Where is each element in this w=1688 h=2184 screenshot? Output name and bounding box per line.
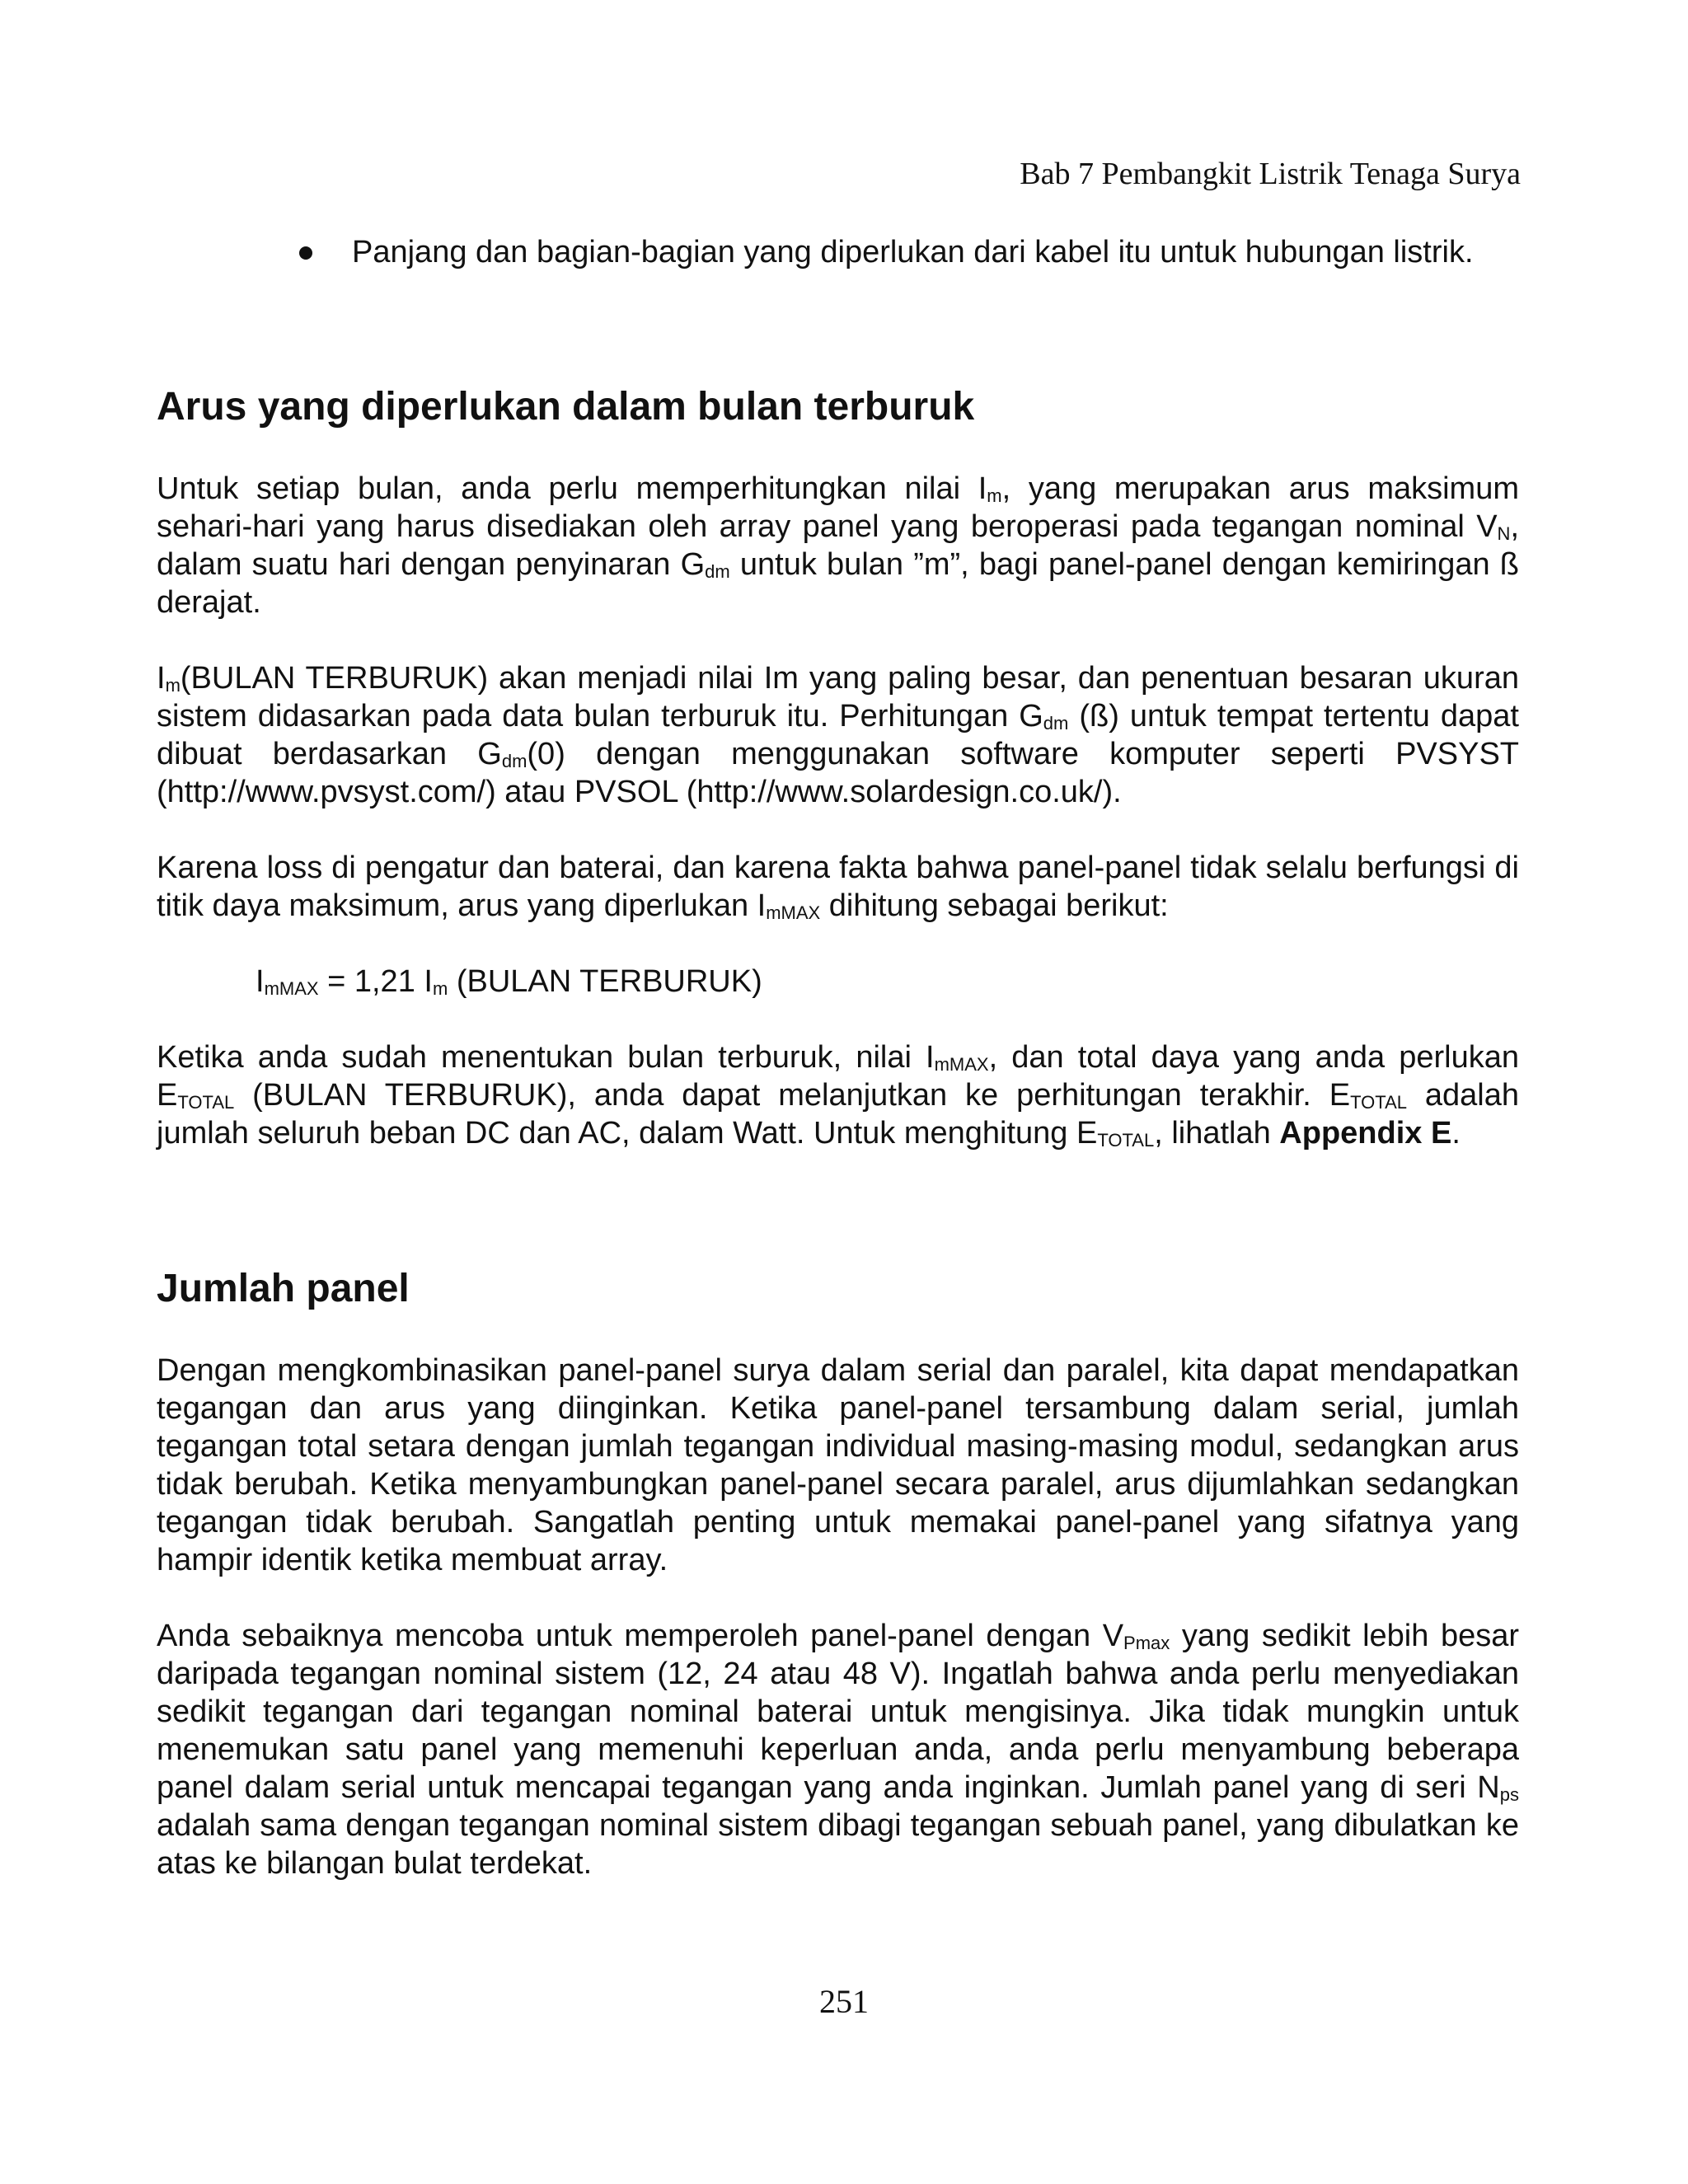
paragraph-arus-4: Ketika anda sudah menentukan bulan terburuk, nilai $I_{mMAX}$, dan total daya yang anda perlukan $E_{TOTAL}$ (BULAN TERBURUK), anda dapat melanjutkan ke perhitungan terakhir. $E_{TOTAL}$ adalah jumlah seluruh beban DC dan AC, dalam Watt. Untuk menghitung $E_{TOTAL}$, lihatlah Appendix E. [157,1040,1519,1151]
paragraph-arus-1: Untuk setiap bulan, anda perlu memperhitungkan nilai $I_m$, yang merupakan arus maksimum sehari-hari yang harus disediakan oleh array panel yang beroperasi pada tegangan nominal $V_N$, dalam suatu hari dengan penyinaran $G_{dm}$ untuk bulan ”m”, bagi panel-panel dengan kemiringan ß derajat. [157,471,1519,620]
bullet-icon [299,246,312,260]
formula-immax: $I_{mMAX} = 1,21$ $I_m$ (BULAN TERBURUK) [256,964,762,999]
bullet-text: Panjang dan bagian-bagian yang diperlukan dari kabel itu untuk hubungan listrik. [352,235,1474,269]
paragraph-panel-1: Dengan mengkombinasikan panel-panel surya dalam serial dan paralel, kita dapat mendapatkan tegangan dan arus yang diinginkan. Ketika panel-panel tersambung dalam serial, jumlah tegangan total setara dengan jumlah tegangan individual masing-masing modul, sedangkan arus tidak berubah. Ketika menyambungkan panel-panel secara paralel, arus dijumlahkan sedangkan tegangan tidak berubah. Sangatlah penting untuk memakai panel-panel yang sifatnya yang hampir identik ketika membuat array. [157,1353,1519,1577]
page-number: 251 [819,1983,869,2020]
appendix-reference: Appendix E [1279,1116,1452,1151]
paragraph-arus-3: Karena loss di pengatur dan baterai, dan karena fakta bahwa panel-panel tidak selalu berfungsi di titik daya maksimum, arus yang diperlukan $I_{mMAX}$ dihitung sebagai berikut: [157,851,1519,923]
running-header: Bab 7 Pembangkit Listrik Tenaga Surya [1020,157,1521,191]
paragraph-arus-2: $I_m(BULAN$ TERBURUK) akan menjadi nilai Im yang paling besar, dan penentuan besaran ukuran sistem didasarkan pada data bulan terburuk itu. Perhitungan $G_{dm}$ (ß) untuk tempat tertentu dapat dibuat berdasarkan $G_{dm}(0)$ dengan menggunakan software komputer seperti PVSYST (http://www.pvsyst.com/) atau PVSOL (http://www.solardesign.co.uk/). [157,661,1520,809]
section-heading-arus: Arus yang diperlukan dalam bulan terburuk [157,385,975,429]
section-heading-jumlah-panel: Jumlah panel [157,1267,410,1310]
paragraph-panel-2: Anda sebaiknya mencoba untuk memperoleh panel-panel dengan $V_{Pmax}$ yang sedikit lebih besar daripada tegangan nominal sistem (12, 24 atau 48 V). Ingatlah bahwa anda perlu menyediakan sedikit tegangan dari tegangan nominal baterai untuk mengisinya. Jika tidak mungkin untuk menemukan satu panel yang memenuhi keperluan anda, anda perlu menyambung beberapa panel dalam serial untuk mencapai tegangan yang anda inginkan. Jumlah panel yang di seri $N_{ps}$ adalah sama dengan tegangan nominal sistem dibagi tegangan sebuah panel, yang dibulatkan ke atas ke bilangan bulat terdekat. [157,1619,1519,1881]
